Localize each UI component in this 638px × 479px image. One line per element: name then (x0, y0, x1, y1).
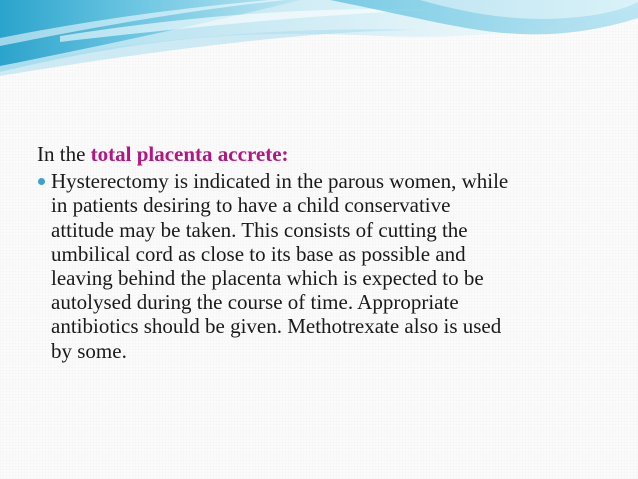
bullet-text (51, 169, 597, 363)
bullet-icon (38, 178, 45, 185)
heading-emphasis: total placenta accrete: (90, 142, 289, 166)
bullet-line: by some. (51, 338, 127, 363)
bullet-line: attitude may be taken. This consists of cutting the (51, 217, 468, 242)
slide-content (37, 142, 597, 363)
bullet-line: leaving behind the placenta which is expected to be (51, 266, 484, 291)
bullet-line: antibiotics should be given. Methotrexate also is used (51, 314, 502, 339)
heading-prefix: In the (37, 142, 86, 166)
bullet-line: in patients desiring to have a child conservative (51, 193, 451, 218)
section-heading (37, 142, 597, 166)
bullet-line: Hysterectomy is indicated in the parous women, while (51, 169, 509, 194)
wave-header-decoration (0, 0, 638, 80)
bullet-line: umbilical cord as close to its base as possible and (51, 241, 466, 266)
bullet-item (37, 169, 597, 363)
bullet-line: autolysed during the course of time. Appropriate (51, 290, 459, 315)
